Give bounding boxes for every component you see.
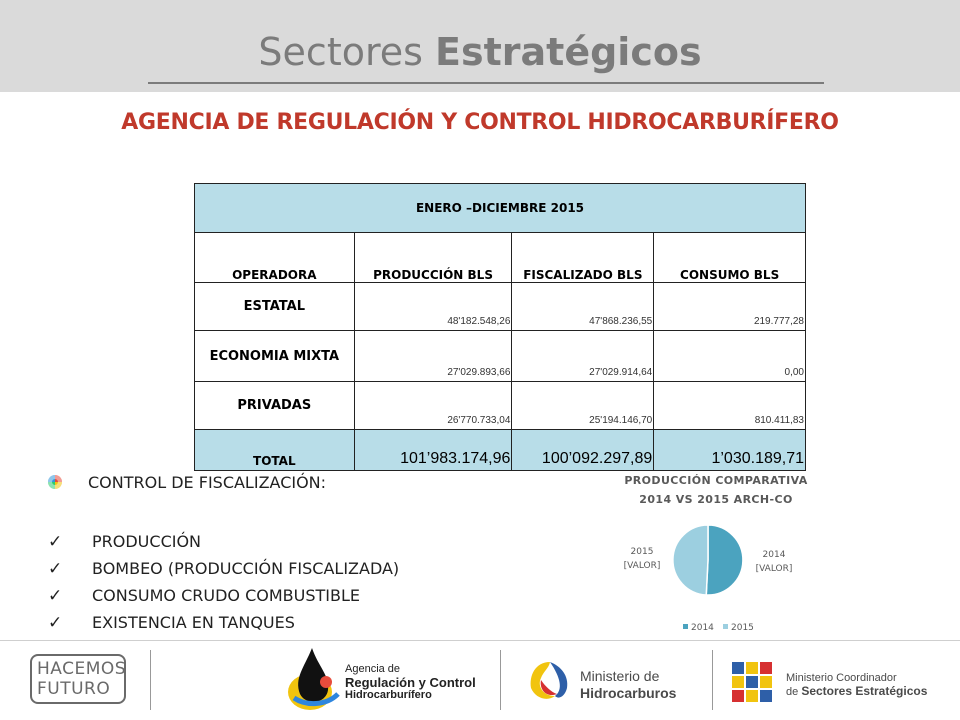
cell-produccion: 26'770.733,04 [354,382,512,430]
cell-operadora: ECONOMIA MIXTA [195,331,355,382]
table-total-row [195,430,806,471]
control-checklist [48,528,399,636]
footer-separator [712,650,713,710]
list-item [48,582,399,609]
control-heading [48,473,326,492]
table-period-row [195,184,806,233]
list-item-text: EXISTENCIA EN TANQUES [92,613,295,632]
legend-label-2015: 2015 [731,623,754,633]
cell-consumo: 0,00 [654,331,806,382]
col-header-consumo: CONSUMO BLS [654,233,806,283]
table-period-header: ENERO –DICIEMBRE 2015 [195,184,806,233]
arch-oil-drop-icon [286,646,342,714]
cell-consumo: 219.777,28 [654,283,806,331]
arch-line3: Hidrocarburífero [345,689,432,701]
footer-logos [0,640,960,720]
hacemos-text: HACEMOS [37,659,127,679]
title-normal: Sectores [258,30,423,74]
slide-title [0,30,960,74]
chart-title-line1: PRODUCCIÓN COMPARATIVA [624,474,808,487]
mics-line2-bold: Sectores Estratégicos [801,684,928,698]
arch-line1: Agencia de [345,663,401,675]
pie-label-2015-value: [VALOR] [623,561,661,571]
checkmark-icon: ✓ [48,613,63,633]
colorful-bullet-icon [48,475,62,489]
pie-label-2014-category: 2014 [762,550,786,560]
table-row [195,283,806,331]
table-header-row [195,233,806,283]
production-table [194,183,806,471]
col-header-fiscalizado: FISCALIZADO BLS [512,233,654,283]
legend-label-2014: 2014 [691,623,714,633]
cell-operadora: ESTATAL [195,283,355,331]
cell-fiscalizado: 27'029.914,64 [512,331,654,382]
arch-line2: Regulación y Control [345,675,476,690]
col-header-produccion: PRODUCCIÓN BLS [354,233,512,283]
list-item [48,528,399,555]
ministerio-hidrocarburos-text [580,668,676,702]
checkmark-icon: ✓ [48,559,63,579]
legend-swatch-2014 [683,624,688,629]
pie-slice-2015 [673,525,708,595]
mics-mosaic-icon [728,656,778,706]
list-item [48,555,399,582]
pie-chart [590,510,830,635]
pie-slice-2014 [706,525,743,595]
list-item-text: CONSUMO CRUDO COMBUSTIBLE [92,586,360,605]
cell-consumo: 810.411,83 [654,382,806,430]
cell-fiscalizado: 47'868.236,55 [512,283,654,331]
footer-divider [0,640,960,641]
col-header-operadora: OPERADORA [195,233,355,283]
pie-label-2014-value: [VALOR] [755,564,793,574]
title-underline [148,82,824,84]
chart-title [596,471,836,509]
chart-title-line2: 2014 VS 2015 ARCH-CO [639,493,793,506]
list-item-text: BOMBEO (PRODUCCIÓN FISCALIZADA) [92,559,400,578]
list-item-text: PRODUCCIÓN [92,532,202,551]
checkmark-icon: ✓ [48,532,63,552]
cell-produccion: 48'182.548,26 [354,283,512,331]
total-produccion: 101’983.174,96 [354,430,512,471]
chart-legend [683,623,754,633]
agency-heading: AGENCIA DE REGULACIÓN Y CONTROL HIDROCARBURÍFERO [121,110,839,135]
ministerio-hidrocarburos-icon [525,656,575,706]
mics-text [786,672,927,699]
total-label: TOTAL [195,430,355,471]
table-row [195,382,806,430]
total-consumo: 1’030.189,71 [654,430,806,471]
legend-swatch-2015 [723,624,728,629]
cell-fiscalizado: 25'194.146,70 [512,382,654,430]
minhid-line1: Ministerio de [580,668,660,684]
cell-operadora: PRIVADAS [195,382,355,430]
footer-separator [500,650,501,710]
arch-logo-text [345,663,476,702]
checkmark-icon: ✓ [48,586,63,606]
minhid-line2: Hidrocarburos [580,685,677,701]
cell-produccion: 27'029.893,66 [354,331,512,382]
list-item [48,609,399,636]
mics-line2-prefix: de [786,686,799,698]
title-bold: Estratégicos [435,30,702,74]
control-heading-text: CONTROL DE FISCALIZACIÓN: [88,473,327,492]
pie-label-2015-category: 2015 [630,547,654,557]
mics-line1: Ministerio Coordinador [786,672,897,684]
total-fiscalizado: 100’092.297,89 [512,430,654,471]
hacemos-futuro-logo [30,654,126,704]
futuro-text: FUTURO [37,679,111,699]
table-row [195,331,806,382]
footer-separator [150,650,151,710]
